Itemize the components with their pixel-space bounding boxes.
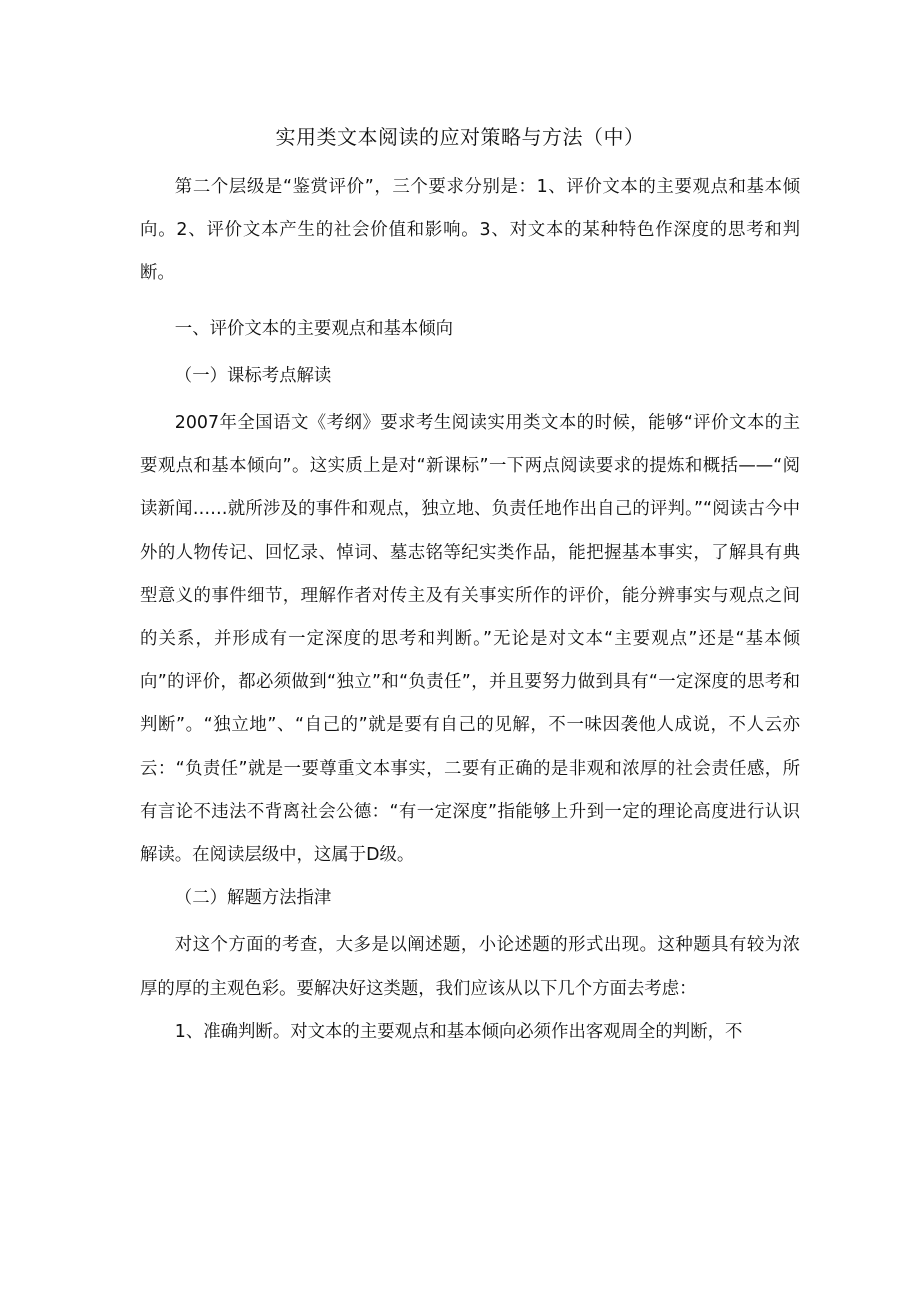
- section-heading-1: 一、评价文本的主要观点和基本倾向: [174, 318, 454, 339]
- paragraph-point-1: 1、准确判断。对文本的主要观点和基本倾向必须作出客观周全的判断，不: [174, 1021, 743, 1042]
- paragraph-method: 对这个方面的考查，大多是以阐述题，小论述题的形式出现。这种题具有较为浓厚的厚的主观色彩。要解决好这类题，我们应该从以下几个方面去考虑：: [140, 935, 800, 999]
- document-body: [140, 166, 800, 1054]
- paragraph-exam-analysis: 2007年全国语文《考纲》要求考生阅读实用类文本的时候，能够“评价文本的主要观点和基本倾向”。这实质上是对“新课标”一下两点阅读要求的提炼和概括——“阅读新闻……就所涉及的事件和观点，独立地、负责任地作出自己的评判。”“阅读古今中外的人物传记、回忆录、悼词、墓志铭等纪实类作品，能把握基本事实，了解具有典型意义的事件细节，理解作者对传主及有关事实所作的评价，能分辨事实与观点之间的关系，并形成有一定深度的思考和判断。”无论是对文本“主要观点”还是“基本倾向”的评价，都必须做到“独立”和“负责任”，并且要努力做到具有“一定深度的思考和判断”。“独立地”、“自己的”就是要有自己的见解，不一味因袭他人成说，不人云亦云：“负责任”就是一要尊重文本事实，二要有正确的是非观和浓厚的社会责任感，所有言论不违法不背离社会公德：“有一定深度”指能够上升到一定的理论高度进行认识解读。在阅读层级中，这属于D级。: [140, 413, 800, 866]
- document-title: 实用类文本阅读的应对策略与方法（中）: [275, 125, 645, 149]
- paragraph-intro: 第二个层级是“鉴赏评价”，三个要求分别是：1、评价文本的主要观点和基本倾向。2、评价文本产生的社会价值和影响。3、对文本的某种特色作深度的思考和判断。: [140, 177, 800, 284]
- subsection-heading-1: （一）课标考点解读: [174, 365, 332, 386]
- subsection-heading-2: （二）解题方法指津: [174, 888, 332, 909]
